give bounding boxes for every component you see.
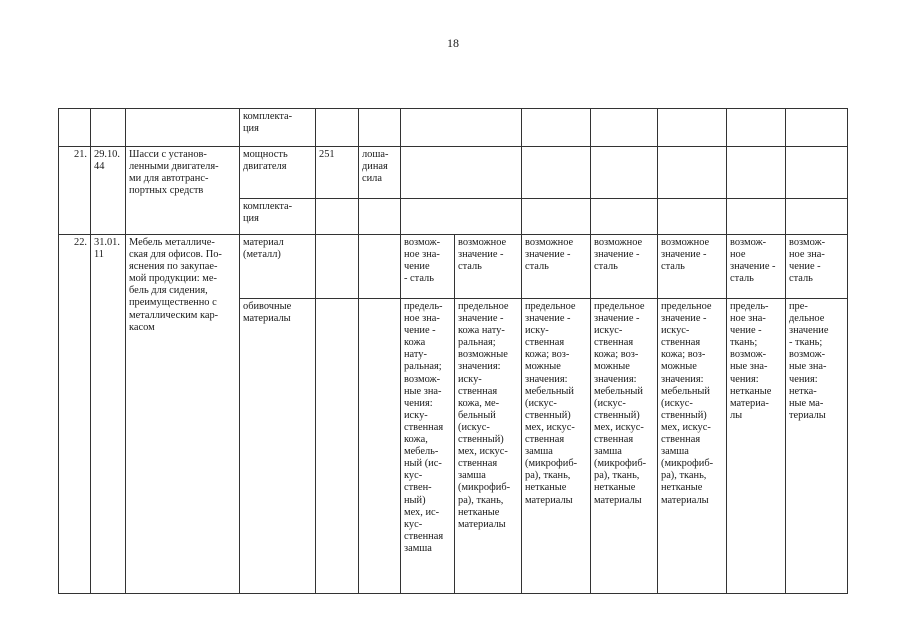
cell-characteristic: комплекта- ция bbox=[240, 109, 316, 147]
cell-col bbox=[522, 147, 591, 199]
cell-col bbox=[658, 199, 727, 235]
specification-table bbox=[58, 108, 848, 594]
cell-col bbox=[401, 109, 522, 147]
cell-col: возмож- ное зна- чение - сталь bbox=[401, 235, 455, 299]
cell-col: возможное значение - сталь bbox=[591, 235, 658, 299]
cell-value bbox=[316, 199, 359, 235]
cell-col: возмож- ное зна- чение - сталь bbox=[786, 235, 848, 299]
cell-characteristic: мощность двигателя bbox=[240, 147, 316, 199]
table-row bbox=[59, 109, 848, 147]
cell-name: Мебель металличе- ская для офисов. По- яснения по закупае- мой продукции: ме- бель для сидения, преимущественно с металлическим кар- касом bbox=[126, 235, 240, 594]
cell-col bbox=[591, 199, 658, 235]
cell-value bbox=[316, 235, 359, 299]
cell-col bbox=[522, 109, 591, 147]
cell-value bbox=[316, 109, 359, 147]
cell-col bbox=[727, 147, 786, 199]
cell-col bbox=[591, 109, 658, 147]
cell-col: предельное значение - искус- ственная кожа; воз- можные значения: мебельный (искус- ственный) мех, искус- ственная замша (микрофиб- ра), ткань, нетканые материалы bbox=[658, 299, 727, 594]
cell-col bbox=[591, 147, 658, 199]
cell-num bbox=[59, 109, 91, 147]
table-row bbox=[59, 147, 848, 199]
cell-name: Шасси с установ- ленными двигателя- ми для автотранс- портных средств bbox=[126, 147, 240, 235]
page-number: 18 bbox=[447, 36, 459, 50]
cell-name bbox=[126, 109, 240, 147]
cell-unit: лоша- диная сила bbox=[359, 147, 401, 199]
cell-col bbox=[727, 199, 786, 235]
cell-code: 31.01. 11 bbox=[91, 235, 126, 594]
cell-col bbox=[401, 199, 522, 235]
cell-col: возможное значение - сталь bbox=[455, 235, 522, 299]
cell-characteristic: материал (металл) bbox=[240, 235, 316, 299]
cell-col bbox=[786, 147, 848, 199]
cell-col bbox=[786, 199, 848, 235]
cell-col bbox=[522, 199, 591, 235]
cell-unit bbox=[359, 299, 401, 594]
cell-col: возможное значение - сталь bbox=[522, 235, 591, 299]
cell-value bbox=[316, 299, 359, 594]
cell-col bbox=[658, 109, 727, 147]
table-row bbox=[59, 235, 848, 299]
cell-col bbox=[727, 109, 786, 147]
cell-unit bbox=[359, 235, 401, 299]
cell-num: 22. bbox=[59, 235, 91, 594]
cell-col: предельное значение - кожа нату- ральная; возможные значения: иску- ственная кожа, ме- бельный (искус- ственный) мех, искус- ственная замша (микрофиб- ра), ткань, нетканые материалы bbox=[455, 299, 522, 594]
cell-col: возможное значение - сталь bbox=[658, 235, 727, 299]
cell-characteristic: комплекта- ция bbox=[240, 199, 316, 235]
cell-value: 251 bbox=[316, 147, 359, 199]
cell-code: 29.10. 44 bbox=[91, 147, 126, 235]
cell-col bbox=[401, 147, 522, 199]
cell-num: 21. bbox=[59, 147, 91, 235]
cell-col bbox=[658, 147, 727, 199]
cell-col: пре- дельное значение - ткань; возмож- ные зна- чения: нетка- ные ма- териалы bbox=[786, 299, 848, 594]
cell-unit bbox=[359, 199, 401, 235]
cell-characteristic: обивочные материалы bbox=[240, 299, 316, 594]
cell-col: предельное значение - искус- ственная кожа; воз- можные значения: мебельный (искус- ственный) мех, искус- ственная замша (микрофиб- ра), ткань, нетканые материалы bbox=[591, 299, 658, 594]
cell-col: предель- ное зна- чение - ткань; возмож- ные зна- чения: нетканые материа- лы bbox=[727, 299, 786, 594]
cell-col: предель- ное зна- чение - кожа нату- ральная; возмож- ные зна- чения: иску- ственная кожа, мебель- ный (ис- кус- ствен- ный) мех, ис- кус- ственная замша bbox=[401, 299, 455, 594]
cell-code bbox=[91, 109, 126, 147]
cell-col: возмож- ное значение - сталь bbox=[727, 235, 786, 299]
cell-col bbox=[786, 109, 848, 147]
cell-col: предельное значение - иску- ственная кожа; воз- можные значения: мебельный (искус- ственный) мех, искус- ственная замша (микрофиб- ра), ткань, нетканые материалы bbox=[522, 299, 591, 594]
cell-unit bbox=[359, 109, 401, 147]
